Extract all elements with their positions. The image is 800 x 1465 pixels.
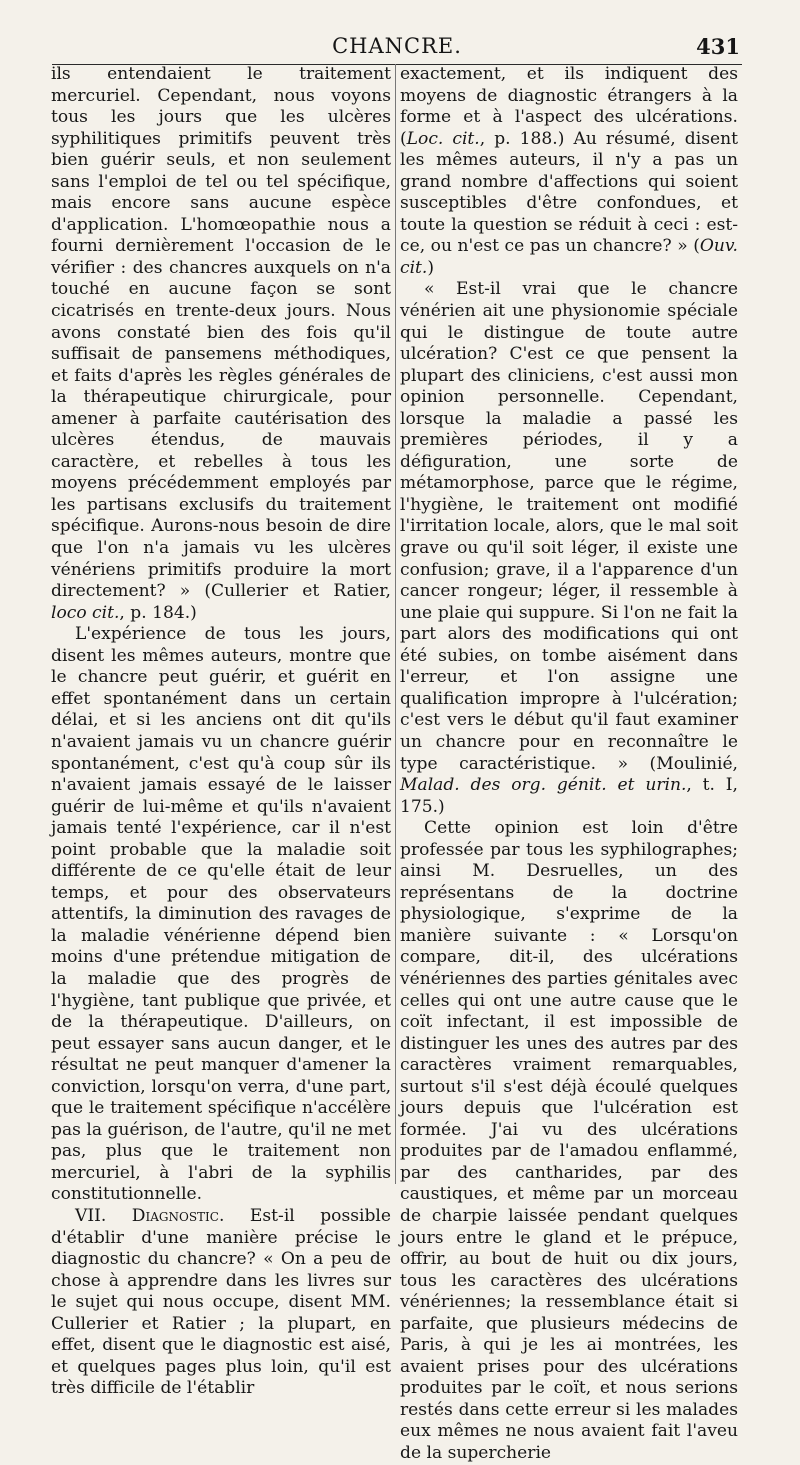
left-paragraph-3: VII. Diagnostic. Est-il possible d'établir d'une manière précise le diagnostic du chancre? « On a peu de chose à apprendre dans les livres sur le sujet qui nous occupe, disent MM. Cullerier et Ratier ; la plupart, en effet, disent que le diagnostic est aisé, et quelques pages plus loin, qu'il est très difficile de l'établir bbox=[51, 1205, 392, 1399]
citation: Ouv. cit. bbox=[400, 236, 738, 278]
right-paragraph-1: exactement, et ils indiquent des moyens de diagnostic étrangers à la forme et à l'aspect des ulcérations. (Loc. cit., p. 188.) Au résumé, disent les mêmes auteurs, il n'y a pas un grand nombre d'affections qui soient susceptibles d'être confondues, et toute la question se réduit à ceci : est-ce, ou n'est ce pas un chancre? » (Ouv. cit.) bbox=[400, 64, 738, 278]
page-number: 431 bbox=[696, 34, 740, 59]
section-heading: Diagnostic. bbox=[131, 1205, 225, 1226]
left-paragraph-2: L'expérience de tous les jours, disent les mêmes auteurs, montre que le chancre peut guérir, et guérit en effet spontanément dans un certain délai, et si les anciens ont dit qu'ils n'avaient jamais vu un chancre guérir spontanément, c'est qu'à coup sûr ils n'avaient jamais essayé de le laisser guérir de lui-même et qu'ils n'avaient jamais tenté l'expérience, car il n'est point probable que la maladie soit différente de ce qu'elle était de leur temps, et pour des observateurs attentifs, la diminution des ravages de la maladie vénérienne dépend bien moins d'une prétendue mitigation de la maladie que des progrès de l'hygiène, tant publique que privée, et de la thérapeutique. D'ailleurs, on peut essayer sans aucun danger, et le résultat ne peut manquer d'amener la conviction, lorsqu'on verra, d'une part, que le traitement spécifique n'accélère pas la guérison, de l'autre, qu'il ne met pas, plus que le traitement non mercuriel, à l'abri de la syphilis constitutionnelle. bbox=[51, 624, 391, 1205]
column-divider bbox=[395, 64, 396, 1184]
right-column bbox=[400, 64, 738, 1463]
page-header bbox=[52, 34, 742, 65]
citation: Loc. cit. bbox=[406, 128, 480, 149]
left-paragraph-1: ils entendaient le traitement mercuriel. Cependant, nous voyons tous les jours que les ulcères syphilitiques primitifs peuvent très bien guérir seuls, et non seulement sans l'emploi de tel ou tel spécifique, mais encore sans aucune espèce d'application. L'homœopathie nous a fourni dernièrement l'occasion de le vérifier : des chancres auxquels on n'a touché en aucune façon se sont cicatrisés en trente-deux jours. Nous avons constaté bien des fois qu'il suffisait de pansemens méthodiques, et faits d'après les règles générales de la thérapeutique chirurgicale, pour amener à parfaite cautérisation des ulcères étendus, de mauvais caractère, et rebelles à tous les moyens précédemment employés par les partisans exclusifs du traitement spécifique. Aurons-nous besoin de dire que l'on n'a jamais vu les ulcères vénériens primitifs produire la mort directement? » (Cullerier et Ratier, loco cit., p. 184.) bbox=[51, 64, 391, 623]
citation: loco cit. bbox=[51, 602, 120, 623]
left-column bbox=[51, 64, 392, 1399]
citation: Malad. des org. génit. et urin. bbox=[400, 775, 687, 796]
right-paragraph-2: « Est-il vrai que le chancre vénérien ait une physionomie spéciale qui le distingue de toute autre ulcération? C'est ce que pensent la plupart des cliniciens, c'est aussi mon opinion personnelle. Cependant, lorsque la maladie a passé les premières périodes, il y a défiguration, une sorte de métamorphose, parce que le régime, l'hygiène, le traitement ont modifié l'irritation locale, alors, que le mal soit grave ou qu'il soit léger, il existe une confusion; grave, il a l'apparence d'un cancer rongeur; léger, il ressemble à une plaie qui suppure. Si l'on ne fait la part alors des modifications qui ont été subies, on tombe aisément dans l'erreur, et l'on assigne une qualification impropre à l'ulcération; c'est vers le début qu'il faut examiner un chancre pour en reconnaître le type caractéristique. » (Moulinié, Malad. des org. génit. et urin., t. I, 175.) bbox=[400, 279, 738, 817]
section-number: VII. bbox=[75, 1205, 107, 1226]
running-title: CHANCRE. bbox=[332, 34, 462, 58]
right-paragraph-3: Cette opinion est loin d'être professée par tous les syphilographes; ainsi M. Desruelles, un des représentans de la doctrine physiologique, s'exprime de la manière suivante : « Lorsqu'on compare, dit-il, des ulcérations vénériennes des parties génitales avec celles qui ont une autre cause que le coït infectant, il est impossible de distinguer les unes des autres par des caractères vraiment remarquables, surtout s'il s'est déjà écoulé quelques jours depuis que l'ulcération est formée. J'ai vu des ulcérations produites par de l'amadou enflammé, par des cantharides, par des caustiques, et même par un morceau de charpie laissée pendant quelques jours entre le gland et le prépuce, offrir, au bout de huit ou dix jours, tous les caractères des ulcérations vénériennes; la ressemblance était si parfaite, que plusieurs médecins de Paris, à qui je les ai montrées, les avaient prises pour des ulcérations produites par le coït, et nous serions restés dans cette erreur si les malades eux mêmes ne nous avaient fait l'aveu de la supercherie bbox=[400, 818, 738, 1463]
